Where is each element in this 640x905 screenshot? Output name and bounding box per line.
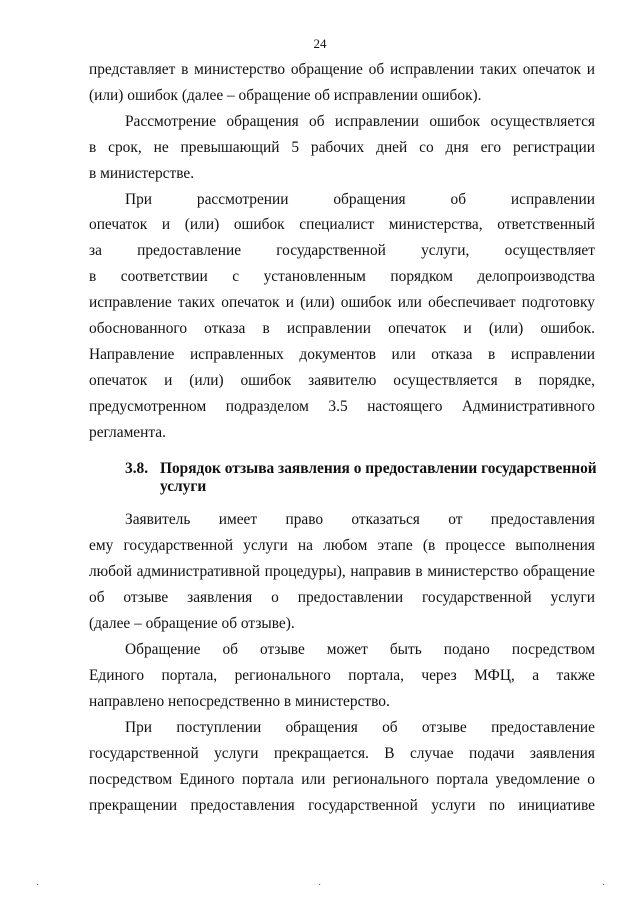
text-line: опечаток и (или) ошибок специалист министерства, ответственный bbox=[89, 216, 595, 233]
text-line: обоснованного отказа в исправлении опечаток и (или) ошибок. bbox=[89, 320, 595, 337]
text-line: об отзыве заявления о предоставлении государственной услуги bbox=[89, 589, 595, 606]
text-line: Направление исправленных документов или отказа в исправлении bbox=[89, 346, 595, 363]
text-line: направлено непосредственно в министерство. bbox=[89, 693, 390, 710]
text-line: Обращение об отзыве может быть подано посредством bbox=[125, 641, 595, 658]
section-title-cont: услуги bbox=[160, 478, 207, 495]
scan-speck: · bbox=[318, 880, 322, 891]
section-title: Порядок отзыва заявления о предоставлении государственной bbox=[160, 460, 597, 477]
text-line: государственной услуги прекращается. В случае подачи заявления bbox=[89, 745, 595, 762]
text-line: опечаток и (или) ошибок заявителю осуществляется в порядке, bbox=[89, 372, 595, 389]
text-line: посредством Единого портала или регионального портала уведомление о bbox=[89, 771, 595, 788]
text-line: за предоставление государственной услуги, осуществляет bbox=[89, 242, 595, 259]
text-line: представляет в министерство обращение об исправлении таких опечаток и bbox=[89, 61, 595, 78]
text-line: в министерстве. bbox=[89, 165, 195, 182]
text-line: ему государственной услуги на любом этапе (в процессе выполнения bbox=[89, 537, 595, 554]
text-line: любой административной процедуры), направив в министерство обращение bbox=[89, 563, 595, 580]
text-line: (далее – обращение об отзыве). bbox=[89, 615, 295, 632]
text-line: исправление таких опечаток и (или) ошибок или обеспечивает подготовку bbox=[89, 294, 595, 311]
text-line: При поступлении обращения об отзыве предоставление bbox=[125, 719, 595, 736]
text-line: прекращении предоставления государственной услуги по инициативе bbox=[89, 797, 595, 814]
scan-speck: · bbox=[36, 880, 40, 891]
text-line: предусмотренном подразделом 3.5 настоящего Административного bbox=[89, 398, 595, 415]
text-line: При рассмотрении обращения об исправлении bbox=[125, 191, 595, 208]
text-line: Заявитель имеет право отказаться от предоставления bbox=[125, 511, 595, 528]
page-number: 24 bbox=[313, 36, 327, 51]
text-line: регламента. bbox=[89, 424, 166, 441]
section-number: 3.8. bbox=[125, 460, 149, 477]
text-line: в срок, не превышающий 5 рабочих дней со дня его регистрации bbox=[89, 139, 595, 156]
text-line: Единого портала, регионального портала, через МФЦ, а также bbox=[89, 667, 595, 684]
scan-speck: · bbox=[602, 880, 606, 891]
text-line: (или) ошибок (далее – обращение об исправлении ошибок). bbox=[89, 87, 482, 104]
text-line: в соответствии с установленным порядком делопроизводства bbox=[89, 268, 595, 285]
text-line: Рассмотрение обращения об исправлении ошибок осуществляется bbox=[125, 113, 595, 130]
